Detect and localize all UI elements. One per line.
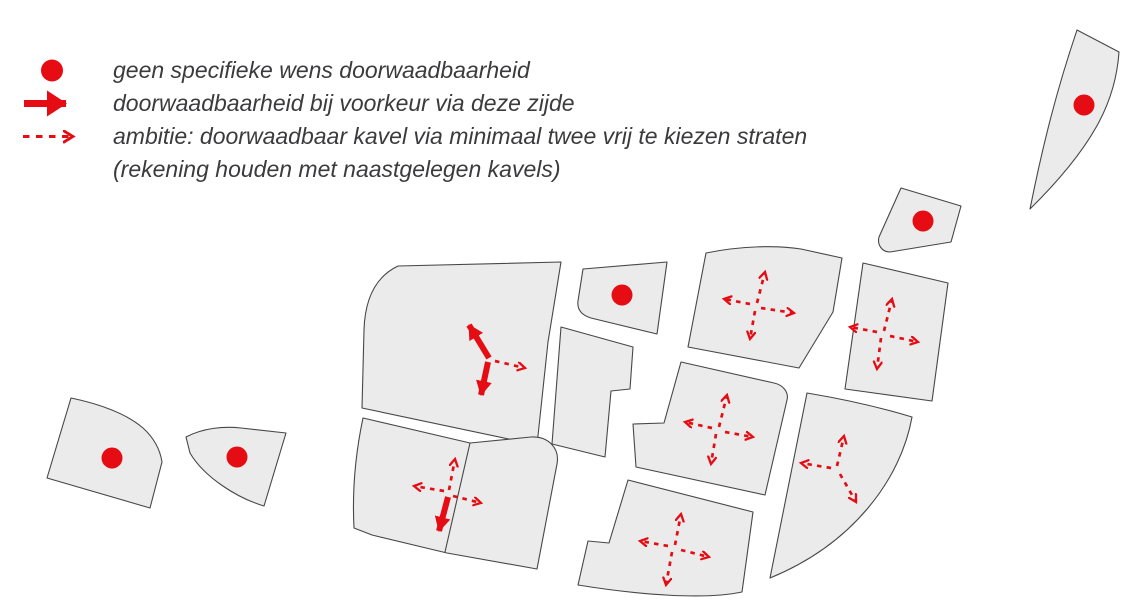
legend-label-no-specific-wish: geen specifieke wens doorwaadbaarheid (113, 57, 530, 83)
dot-marker (612, 285, 633, 306)
legend-label-ambition (113, 120, 807, 186)
dot-marker (1074, 95, 1095, 116)
legend-item-ambition (10, 120, 807, 186)
legend-label-preferred-side: doorwaadbaarheid bij voorkeur via deze zijde (113, 90, 575, 116)
parcel-fan-se (770, 393, 912, 578)
solid-arrow-icon (10, 87, 105, 120)
dashed-arrow-icon (10, 120, 105, 153)
dot-marker (913, 211, 934, 232)
parcel-cross-ne (845, 263, 948, 401)
dot-marker (102, 448, 123, 469)
legend-label-ambition-line2: (rekening houden met naastgelegen kavels) (113, 156, 561, 182)
parcel-blade (1030, 30, 1119, 209)
parcel-narrow (552, 327, 633, 457)
legend-item-no-specific-wish (10, 54, 807, 87)
dot-icon (10, 54, 105, 87)
parcel-cross-south (578, 480, 753, 596)
parcel-split-pair (353, 418, 557, 569)
parcel-central-large (362, 262, 561, 445)
legend-item-preferred-side (10, 87, 807, 120)
dot-marker (227, 447, 248, 468)
legend-label-ambition-line1: ambitie: doorwaadbaar kavel via minimaal twee vrij te kiezen straten (113, 123, 808, 149)
legend (10, 54, 807, 186)
